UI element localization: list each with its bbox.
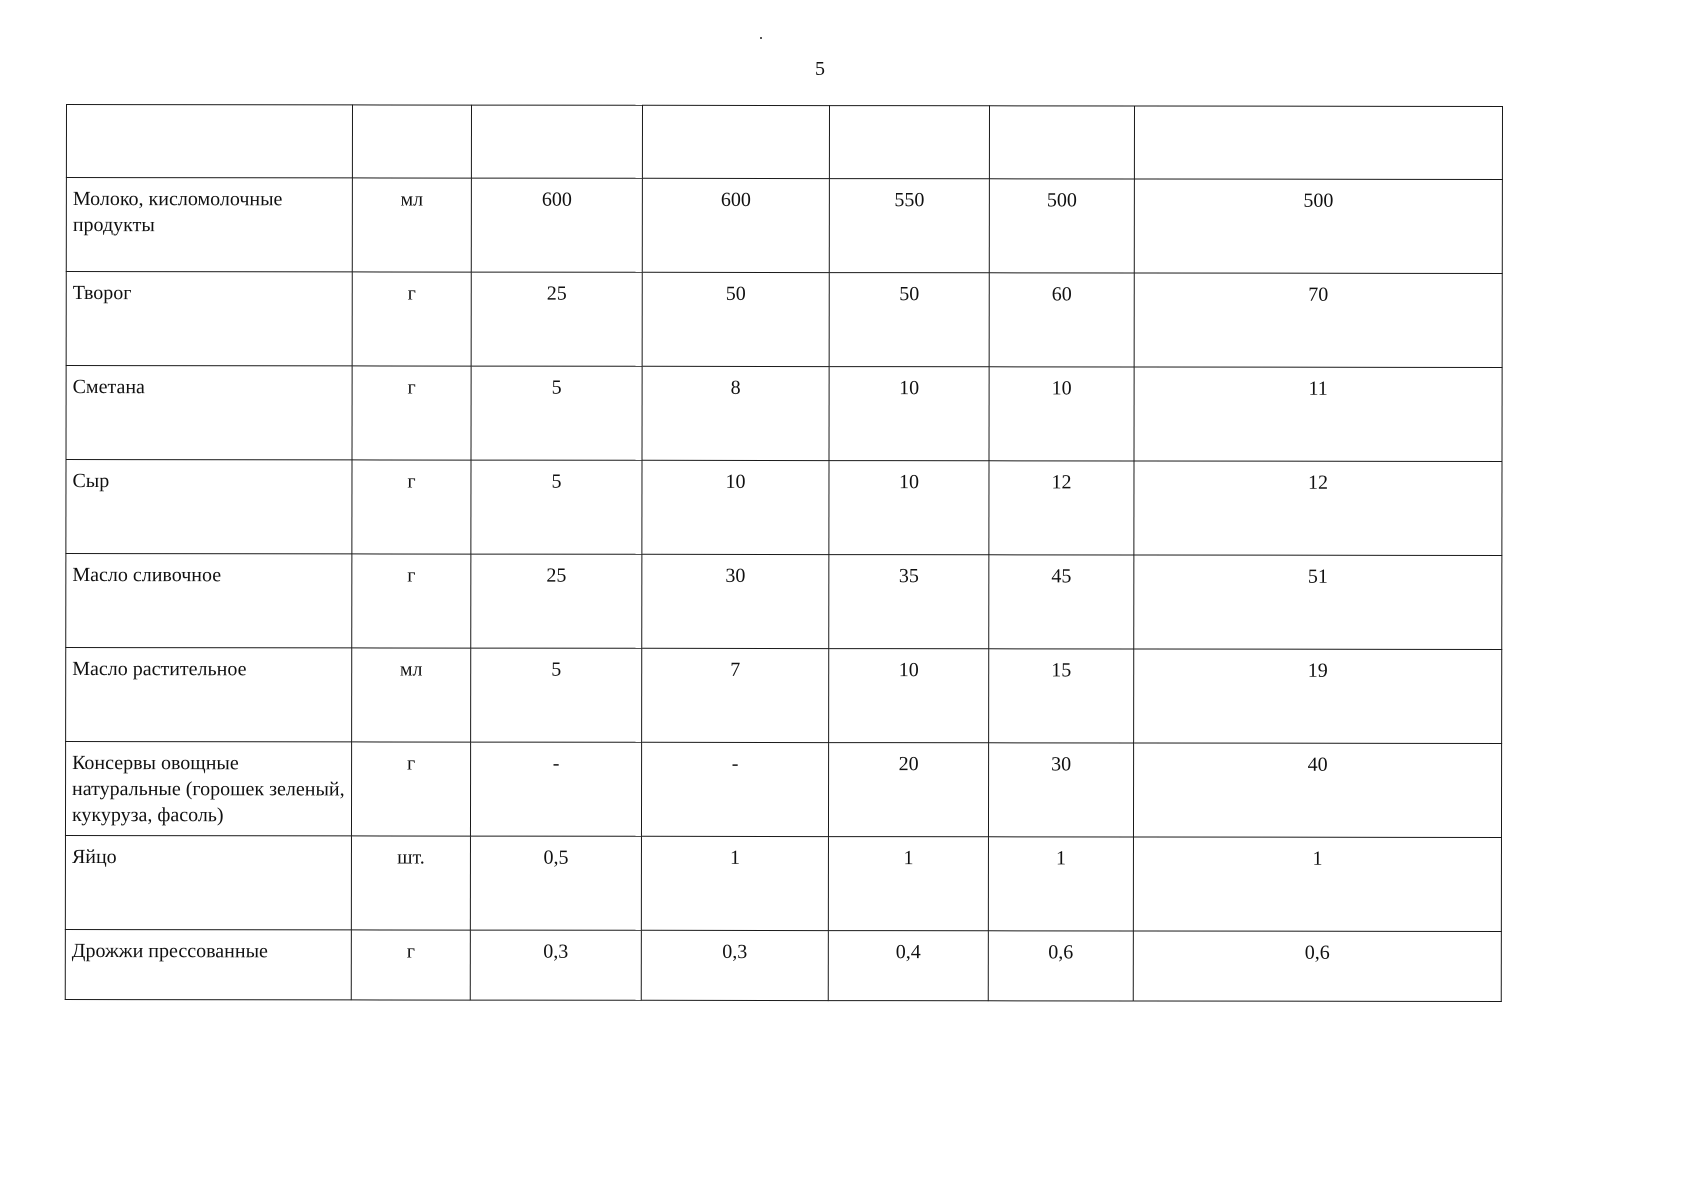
value-cell: 10 xyxy=(642,460,829,554)
product-name-cell: Сметана xyxy=(66,366,352,460)
value-cell: - xyxy=(470,742,641,836)
value-cell: 5 xyxy=(471,648,642,742)
unit-cell: г xyxy=(352,272,471,366)
scan-speck xyxy=(760,37,762,39)
header-cell xyxy=(66,105,352,178)
value-cell: 600 xyxy=(642,178,829,272)
header-cell xyxy=(642,105,829,178)
table-row xyxy=(65,836,1501,932)
value-cell: 11 xyxy=(1134,367,1502,462)
header-cell xyxy=(989,106,1134,179)
value-cell: 12 xyxy=(1134,461,1502,556)
table-row xyxy=(66,366,1502,462)
value-cell: 60 xyxy=(989,273,1134,367)
table-row xyxy=(66,460,1502,556)
value-cell: 50 xyxy=(642,272,829,366)
value-cell: 0,6 xyxy=(988,931,1133,1001)
table-row xyxy=(66,554,1502,650)
value-cell: 70 xyxy=(1134,273,1502,368)
product-name-cell: Сыр xyxy=(66,460,352,554)
food-norms-table xyxy=(65,104,1503,1002)
page-number: 5 xyxy=(815,58,825,80)
value-cell: 1 xyxy=(988,837,1133,931)
product-name-cell: Дрожжи прессованные xyxy=(65,929,351,999)
value-cell: 5 xyxy=(471,366,642,460)
header-cell xyxy=(352,105,471,178)
table-row xyxy=(66,272,1502,368)
value-cell: 5 xyxy=(471,460,642,554)
value-cell: 0,6 xyxy=(1133,931,1501,1002)
product-name-cell: Масло растительное xyxy=(66,648,352,742)
value-cell: 30 xyxy=(988,743,1133,837)
table-row xyxy=(65,742,1501,838)
unit-cell: шт. xyxy=(351,836,470,930)
product-name-cell: Творог xyxy=(66,272,352,366)
value-cell: 1 xyxy=(828,837,988,931)
unit-cell: г xyxy=(352,366,471,460)
header-cell xyxy=(1134,106,1502,180)
value-cell: 0,3 xyxy=(641,930,828,1000)
table-row xyxy=(66,178,1502,274)
value-cell: - xyxy=(641,742,828,836)
value-cell: 1 xyxy=(1133,837,1501,932)
value-cell: 35 xyxy=(829,555,989,649)
header-cell xyxy=(829,106,989,179)
unit-cell: г xyxy=(351,742,470,836)
value-cell: 50 xyxy=(829,273,989,367)
value-cell: 40 xyxy=(1133,743,1501,838)
value-cell: 0,3 xyxy=(470,930,641,1000)
unit-cell: г xyxy=(351,930,470,1000)
product-name-cell: Яйцо xyxy=(65,836,351,930)
value-cell: 0,4 xyxy=(828,931,988,1001)
value-cell: 500 xyxy=(989,179,1134,273)
value-cell: 8 xyxy=(642,366,829,460)
value-cell: 500 xyxy=(1134,179,1502,274)
header-cell xyxy=(471,105,642,178)
value-cell: 20 xyxy=(828,743,988,837)
value-cell: 12 xyxy=(989,461,1134,555)
value-cell: 10 xyxy=(829,649,989,743)
value-cell: 45 xyxy=(989,555,1134,649)
food-norms-table-wrapper xyxy=(65,104,1502,1002)
unit-cell: мл xyxy=(352,178,471,272)
value-cell: 1 xyxy=(641,836,828,930)
table-header-row xyxy=(66,105,1502,180)
unit-cell: г xyxy=(352,554,471,648)
value-cell: 25 xyxy=(471,554,642,648)
value-cell: 10 xyxy=(829,367,989,461)
value-cell: 51 xyxy=(1134,555,1502,650)
value-cell: 600 xyxy=(471,178,642,272)
value-cell: 550 xyxy=(829,179,989,273)
product-name-cell: Масло сливочное xyxy=(66,554,352,648)
value-cell: 10 xyxy=(989,367,1134,461)
table-row xyxy=(65,929,1501,1001)
unit-cell: мл xyxy=(352,648,471,742)
value-cell: 30 xyxy=(642,554,829,648)
value-cell: 15 xyxy=(989,649,1134,743)
product-name-cell: Молоко, кисломолочные продукты xyxy=(66,178,352,272)
value-cell: 25 xyxy=(471,272,642,366)
value-cell: 19 xyxy=(1134,649,1502,744)
value-cell: 10 xyxy=(829,461,989,555)
unit-cell: г xyxy=(352,460,471,554)
product-name-cell: Консервы овощные натуральные (горошек зеленый, кукуруза, фасоль) xyxy=(65,742,351,836)
value-cell: 7 xyxy=(642,648,829,742)
table-row xyxy=(66,648,1502,744)
value-cell: 0,5 xyxy=(470,836,641,930)
